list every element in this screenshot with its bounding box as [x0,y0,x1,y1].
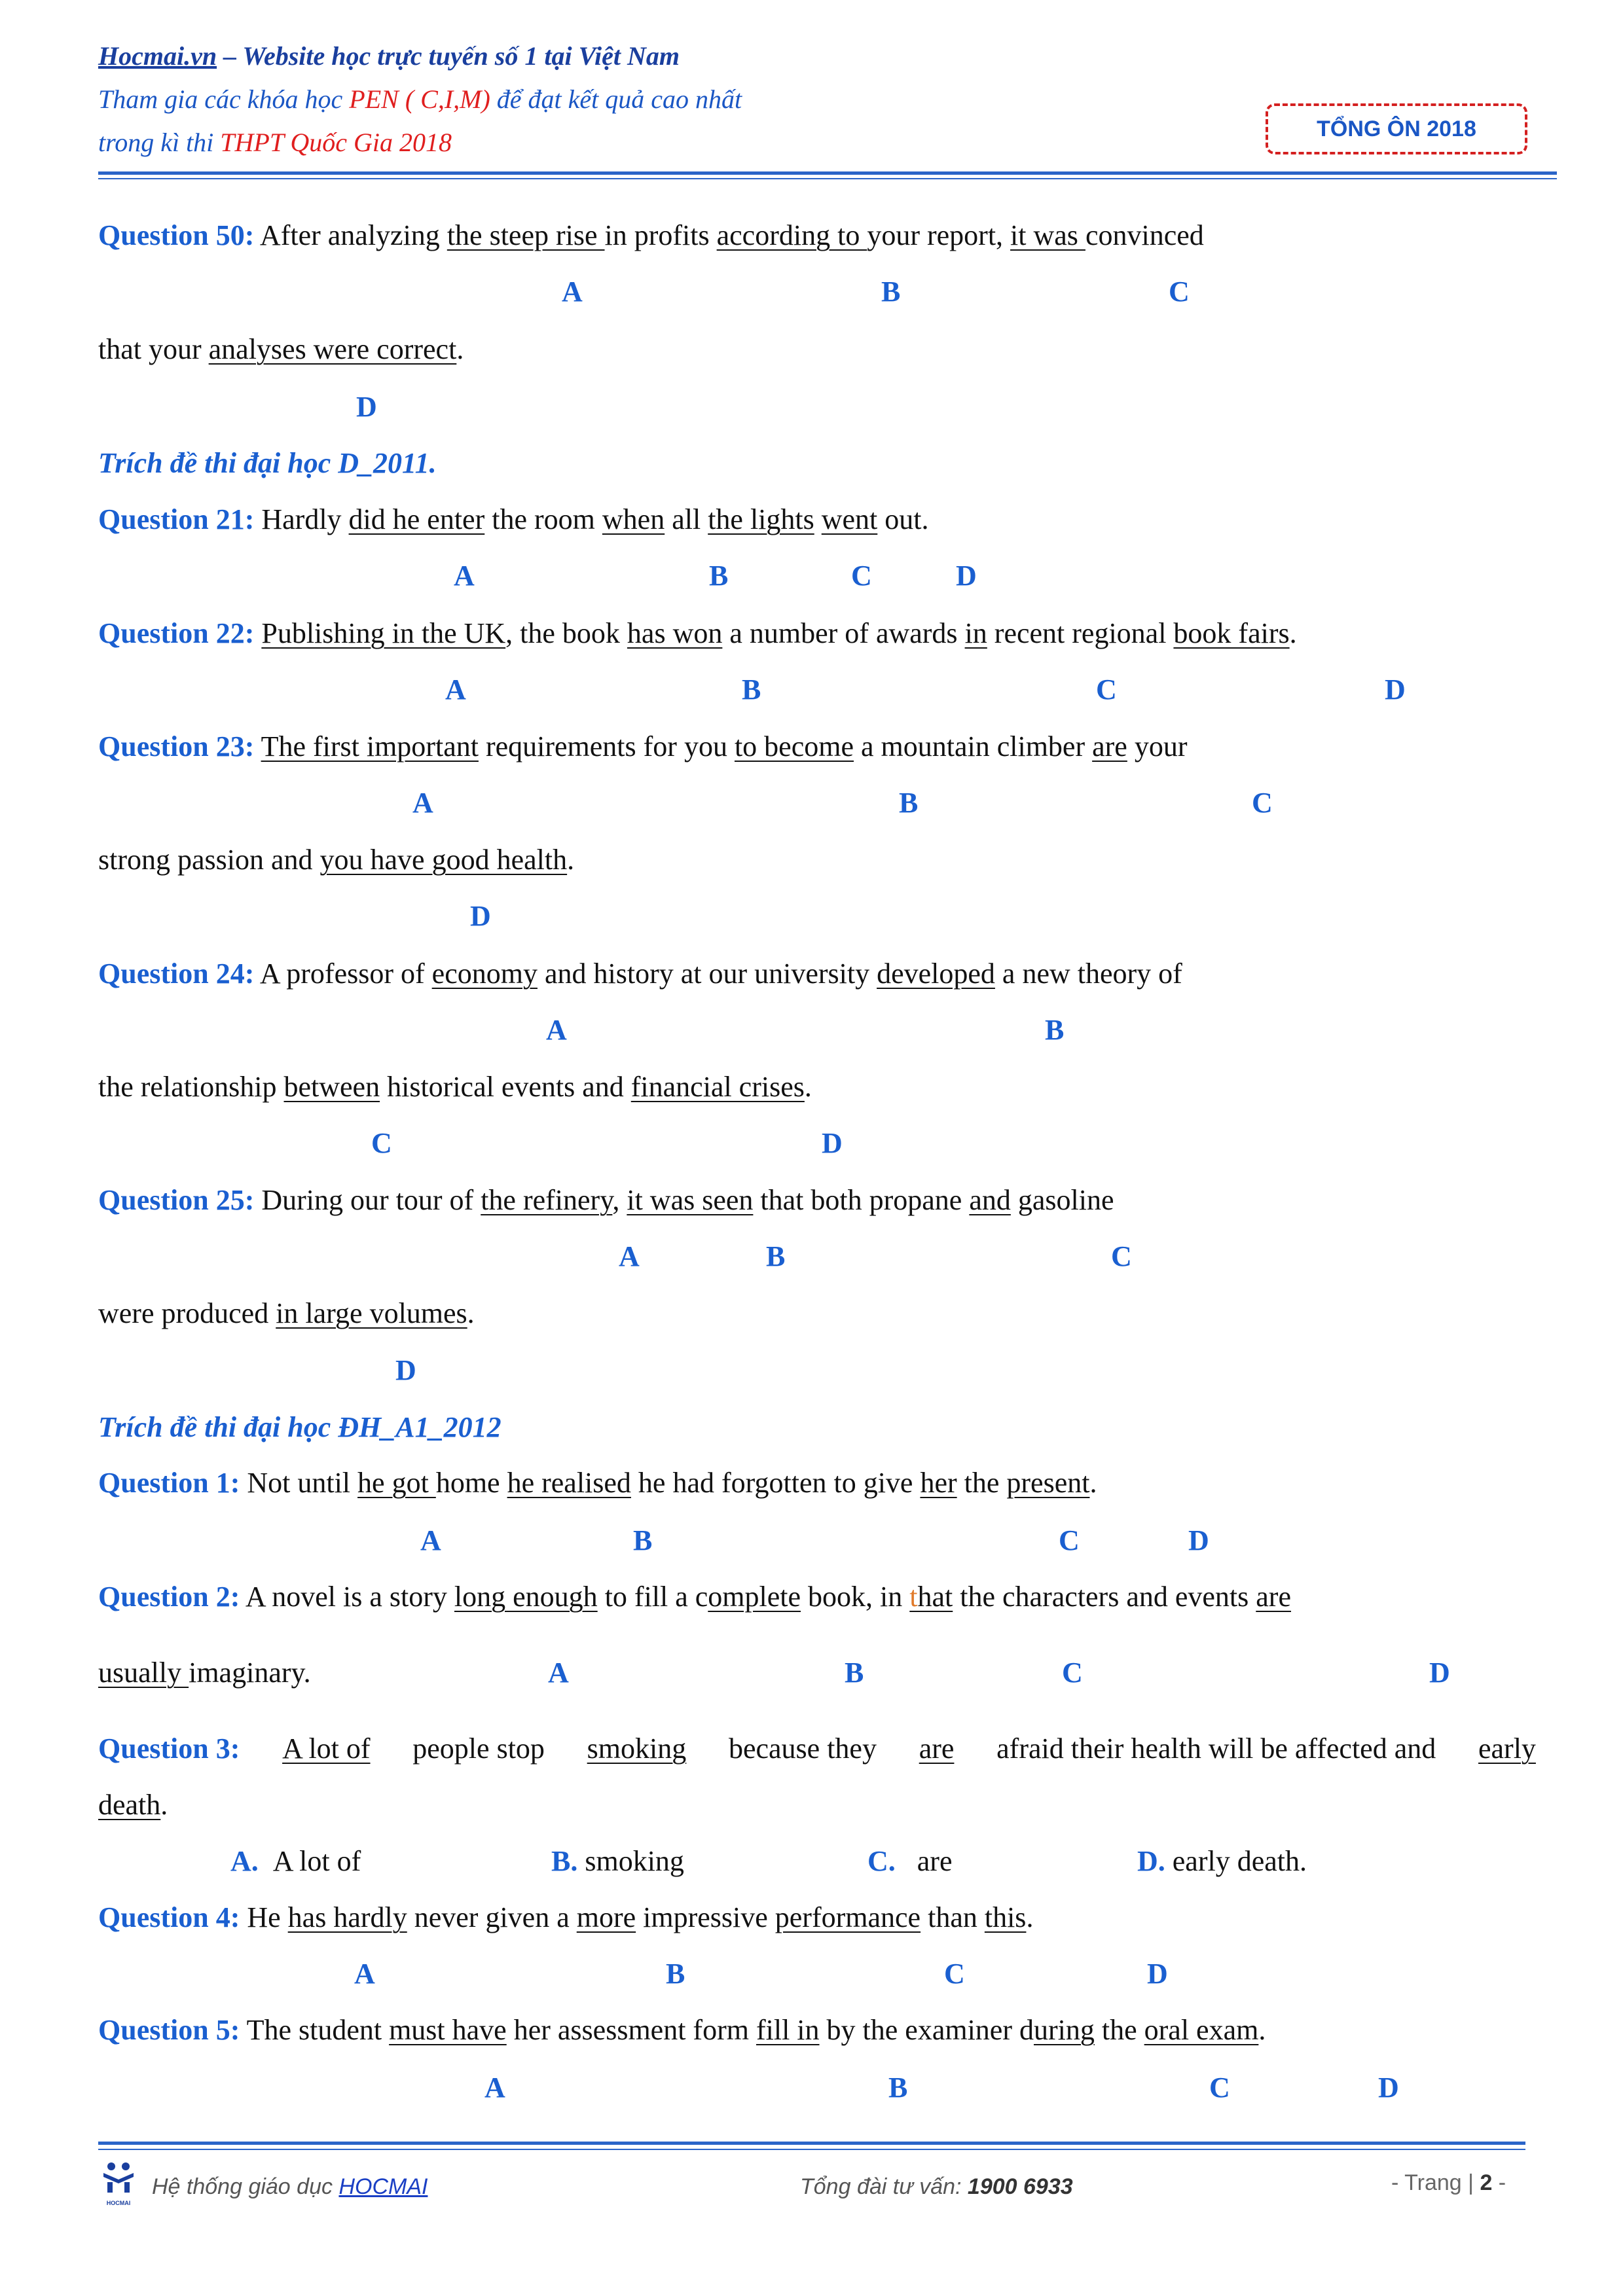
underlined-part-d: analyses were correct [208,333,457,365]
option-letter-d: D [356,391,377,423]
header-red-text: THPT Quốc Gia 2018 [220,128,452,157]
option-letter-a: A [562,276,583,308]
option-letter-d: D [470,900,491,932]
header-text: để đạt kết quả cao nhất [490,84,742,114]
option-letter-a: A [454,560,475,592]
option-letter-b: B [845,1657,864,1689]
footer-rule [98,2142,1525,2145]
question-50: Question 50: After analyzing the steep rise in profits according to your report, it was convinced [98,219,1204,251]
option-letter-b: B [742,673,761,706]
question-label: Question 25: [98,1184,255,1216]
question-21: Question 21: Hardly did he enter the room when all the lights went out. [98,503,929,535]
header-line-1 [98,41,680,71]
header-line-2 [98,84,742,115]
question-label: Question 3: [98,1732,240,1765]
question-3-option-d: D. early death. [1137,1845,1307,1877]
option-letter-c: C [1059,1524,1080,1556]
option-letter-a: A [548,1657,569,1689]
option-letter-c: C [944,1958,965,1990]
option-letter-a: A [619,1240,640,1272]
page-number: - Trang | 2 - [1391,2170,1506,2195]
option-letter-b: B [766,1240,786,1272]
header-text: trong kì thi [98,128,221,157]
site-link[interactable]: Hocmai.vn [98,41,217,71]
header-red-text: PEN ( C,I,M) [349,84,490,114]
option-letter-a: A [412,787,433,819]
question-label: Question 22: [98,617,255,649]
option-letter-a: A [354,1958,375,1990]
question-1: Question 1: Not until he got home he realised he had forgotten to give her the present. [98,1467,1097,1499]
section-title-d2011: Trích đề thi đại học D_2011. [98,447,437,479]
question-2-line-2: usually imaginary. [98,1657,311,1689]
underlined-part-c: it was [1010,219,1085,251]
question-label: Question 2: [98,1581,240,1613]
option-letter-d: D [395,1354,416,1386]
hocmai-link[interactable]: HOCMAI [338,2174,428,2199]
tong-on-badge: TỔNG ÔN 2018 [1266,103,1527,154]
header-tagline: – Website học trực tuyến số 1 tại Việt Nam [217,41,680,71]
option-letter-b: B [1045,1014,1065,1046]
question-label: Question 23: [98,730,255,762]
logo-text: HOCMAI [106,2200,131,2206]
option-letter-c: C [1062,1657,1083,1689]
option-letter-c: C [1111,1240,1132,1272]
question-23-line-2: strong passion and you have good health. [98,844,575,876]
question-24: Question 24: A professor of economy and history at our university developed a new theory of [98,958,1182,990]
option-letter-c: C [371,1127,392,1159]
question-23: Question 23: The first important requirements for you to become a mountain climber are your [98,730,1188,762]
question-25-line-2: were produced in large volumes. [98,1297,475,1329]
option-letter-a: A [445,673,466,706]
question-4: Question 4: He has hardly never given a more impressive performance than this. [98,1901,1034,1933]
option-letter-d: D [1188,1524,1209,1556]
header-line-3 [98,127,452,158]
option-letter-b: B [633,1524,653,1556]
header-rule-thin [98,178,1557,179]
option-letter-d: D [1147,1958,1168,1990]
option-letter-c: C [1169,276,1190,308]
option-letter-d: D [1378,2072,1399,2104]
question-label: Question 24: [98,958,255,990]
question-25: Question 25: During our tour of the refinery, it was seen that both propane and gasoline [98,1184,1114,1216]
option-letter-a: A [420,1524,441,1556]
hotline-number: 1900 6933 [967,2174,1073,2199]
option-letter-b: B [888,2072,908,2104]
footer-hotline: Tổng đài tư vấn: 1900 6933 [800,2174,1073,2199]
question-label: Question 1: [98,1467,240,1499]
question-3-line-2: death. [98,1789,168,1821]
underlined-part-a: the steep rise [447,219,605,251]
option-letter-b: B [881,276,901,308]
option-letter-c: C [1209,2072,1230,2104]
underlined-part-b: according to [716,219,867,251]
question-3-option-a: A. A lot of [230,1845,361,1877]
option-letter-d: D [956,560,977,592]
question-3: Question 3: A lot of people stop smoking because they are afraid their health will be affected and early [98,1732,1536,1765]
question-label: Question 4: [98,1901,240,1933]
option-letter-d: D [822,1127,843,1159]
footer-left: Hệ thống giáo dục HOCMAI [152,2174,428,2199]
option-letter-a: A [484,2072,505,2104]
question-24-line-2: the relationship between historical events and financial crises. [98,1071,812,1103]
option-letter-b: B [666,1958,685,1990]
question-label: Question 21: [98,503,255,535]
header-text: Tham gia các khóa học [98,84,350,114]
option-letter-c: C [1252,787,1273,819]
question-50-line-2: that your analyses were correct. [98,333,464,365]
option-letter-a: A [546,1014,567,1046]
section-title-a1-2012: Trích đề thi đại học ĐH_A1_2012 [98,1411,501,1443]
question-label: Question 50: [98,219,255,251]
option-letter-b: B [899,787,919,819]
header-rule [98,171,1557,175]
option-letter-c: C [1096,673,1117,706]
option-letter-c: C [851,560,872,592]
question-3-option-b: B. smoking [551,1845,684,1877]
option-letter-d: D [1429,1657,1450,1689]
option-letter-d: D [1385,673,1406,706]
footer-rule-thin [98,2149,1525,2150]
option-letter-b: B [709,560,729,592]
question-2: Question 2: A novel is a story long enough to fill a complete book, in that the characters and events are [98,1581,1291,1613]
question-5: Question 5: The student must have her assessment form fill in by the examiner during the oral exam. [98,2014,1266,2046]
question-label: Question 5: [98,2014,240,2046]
hocmai-logo-icon [98,2160,139,2206]
question-22: Question 22: Publishing in the UK, the book has won a number of awards in recent regional book fairs. [98,617,1297,649]
question-3-option-c: C. are [867,1845,953,1877]
